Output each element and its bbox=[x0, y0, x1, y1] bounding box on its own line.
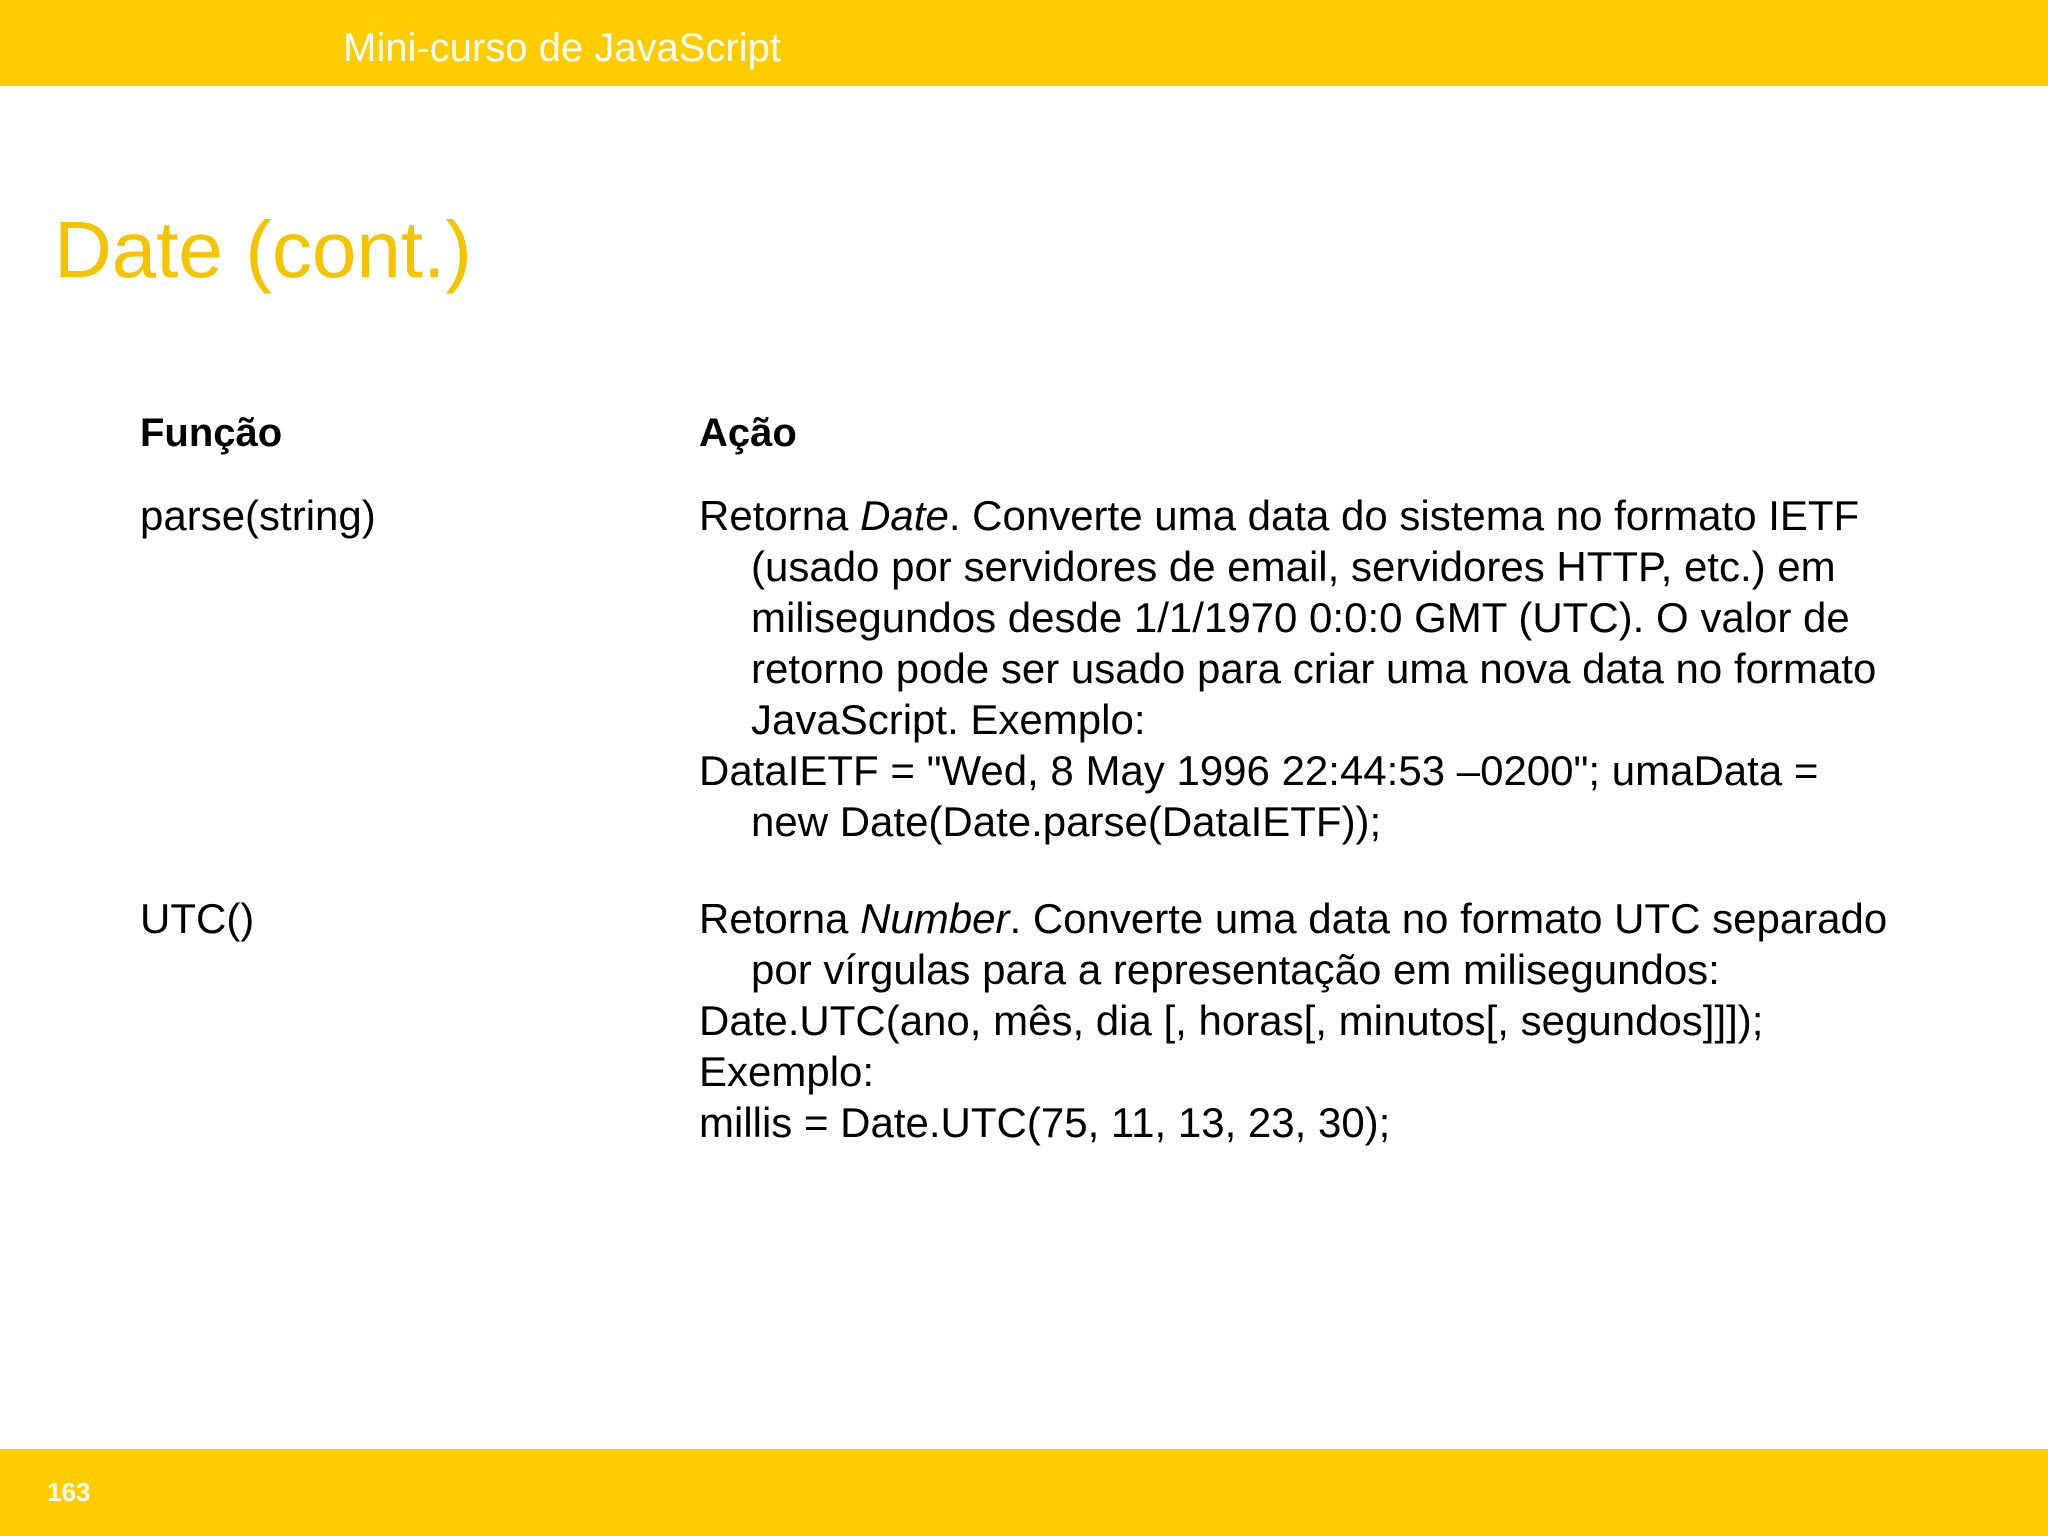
action-column-header: Ação bbox=[699, 411, 797, 455]
course-title: Mini-curso de JavaScript bbox=[343, 26, 781, 70]
header-bar bbox=[0, 0, 2048, 86]
description-text bbox=[699, 893, 1899, 995]
function-description bbox=[699, 893, 1899, 1148]
footer-bar bbox=[0, 1449, 2048, 1536]
page-number: 163 bbox=[47, 1477, 91, 1507]
slide-title: Date (cont.) bbox=[54, 205, 472, 294]
function-description bbox=[699, 490, 1899, 847]
return-type: Number bbox=[860, 895, 1010, 942]
function-column-header: Função bbox=[140, 411, 283, 455]
description-lead: Retorna bbox=[699, 492, 861, 539]
description-body: . Converte uma data no formato UTC separado por vírgulas para a representação em milisegundos: bbox=[751, 895, 1888, 993]
code-example: millis = Date.UTC(75, 11, 13, 23, 30); bbox=[699, 1099, 1391, 1146]
code-example: DataIETF = "Wed, 8 May 1996 22:44:53 –0200"; umaData = new Date(Date.parse(DataIETF)); bbox=[699, 747, 1819, 845]
description-lead: Retorna bbox=[699, 895, 861, 942]
return-type: Date bbox=[860, 492, 949, 539]
function-signature: Date.UTC(ano, mês, dia [, horas[, minutos[, segundos]]]); bbox=[699, 997, 1764, 1044]
function-name: UTC() bbox=[140, 895, 255, 942]
description-body: . Converte uma data do sistema no formato IETF (usado por servidores de email, servidores HTTP, etc.) em milisegundos desde 1/1/1970 0:0:0 GMT (UTC). O valor de retorno pode ser usado para criar uma nova data no formato JavaScript. Exemplo: bbox=[751, 492, 1877, 743]
function-name: parse(string) bbox=[140, 492, 376, 539]
description-text bbox=[699, 490, 1899, 745]
example-label: Exemplo: bbox=[699, 1048, 875, 1095]
